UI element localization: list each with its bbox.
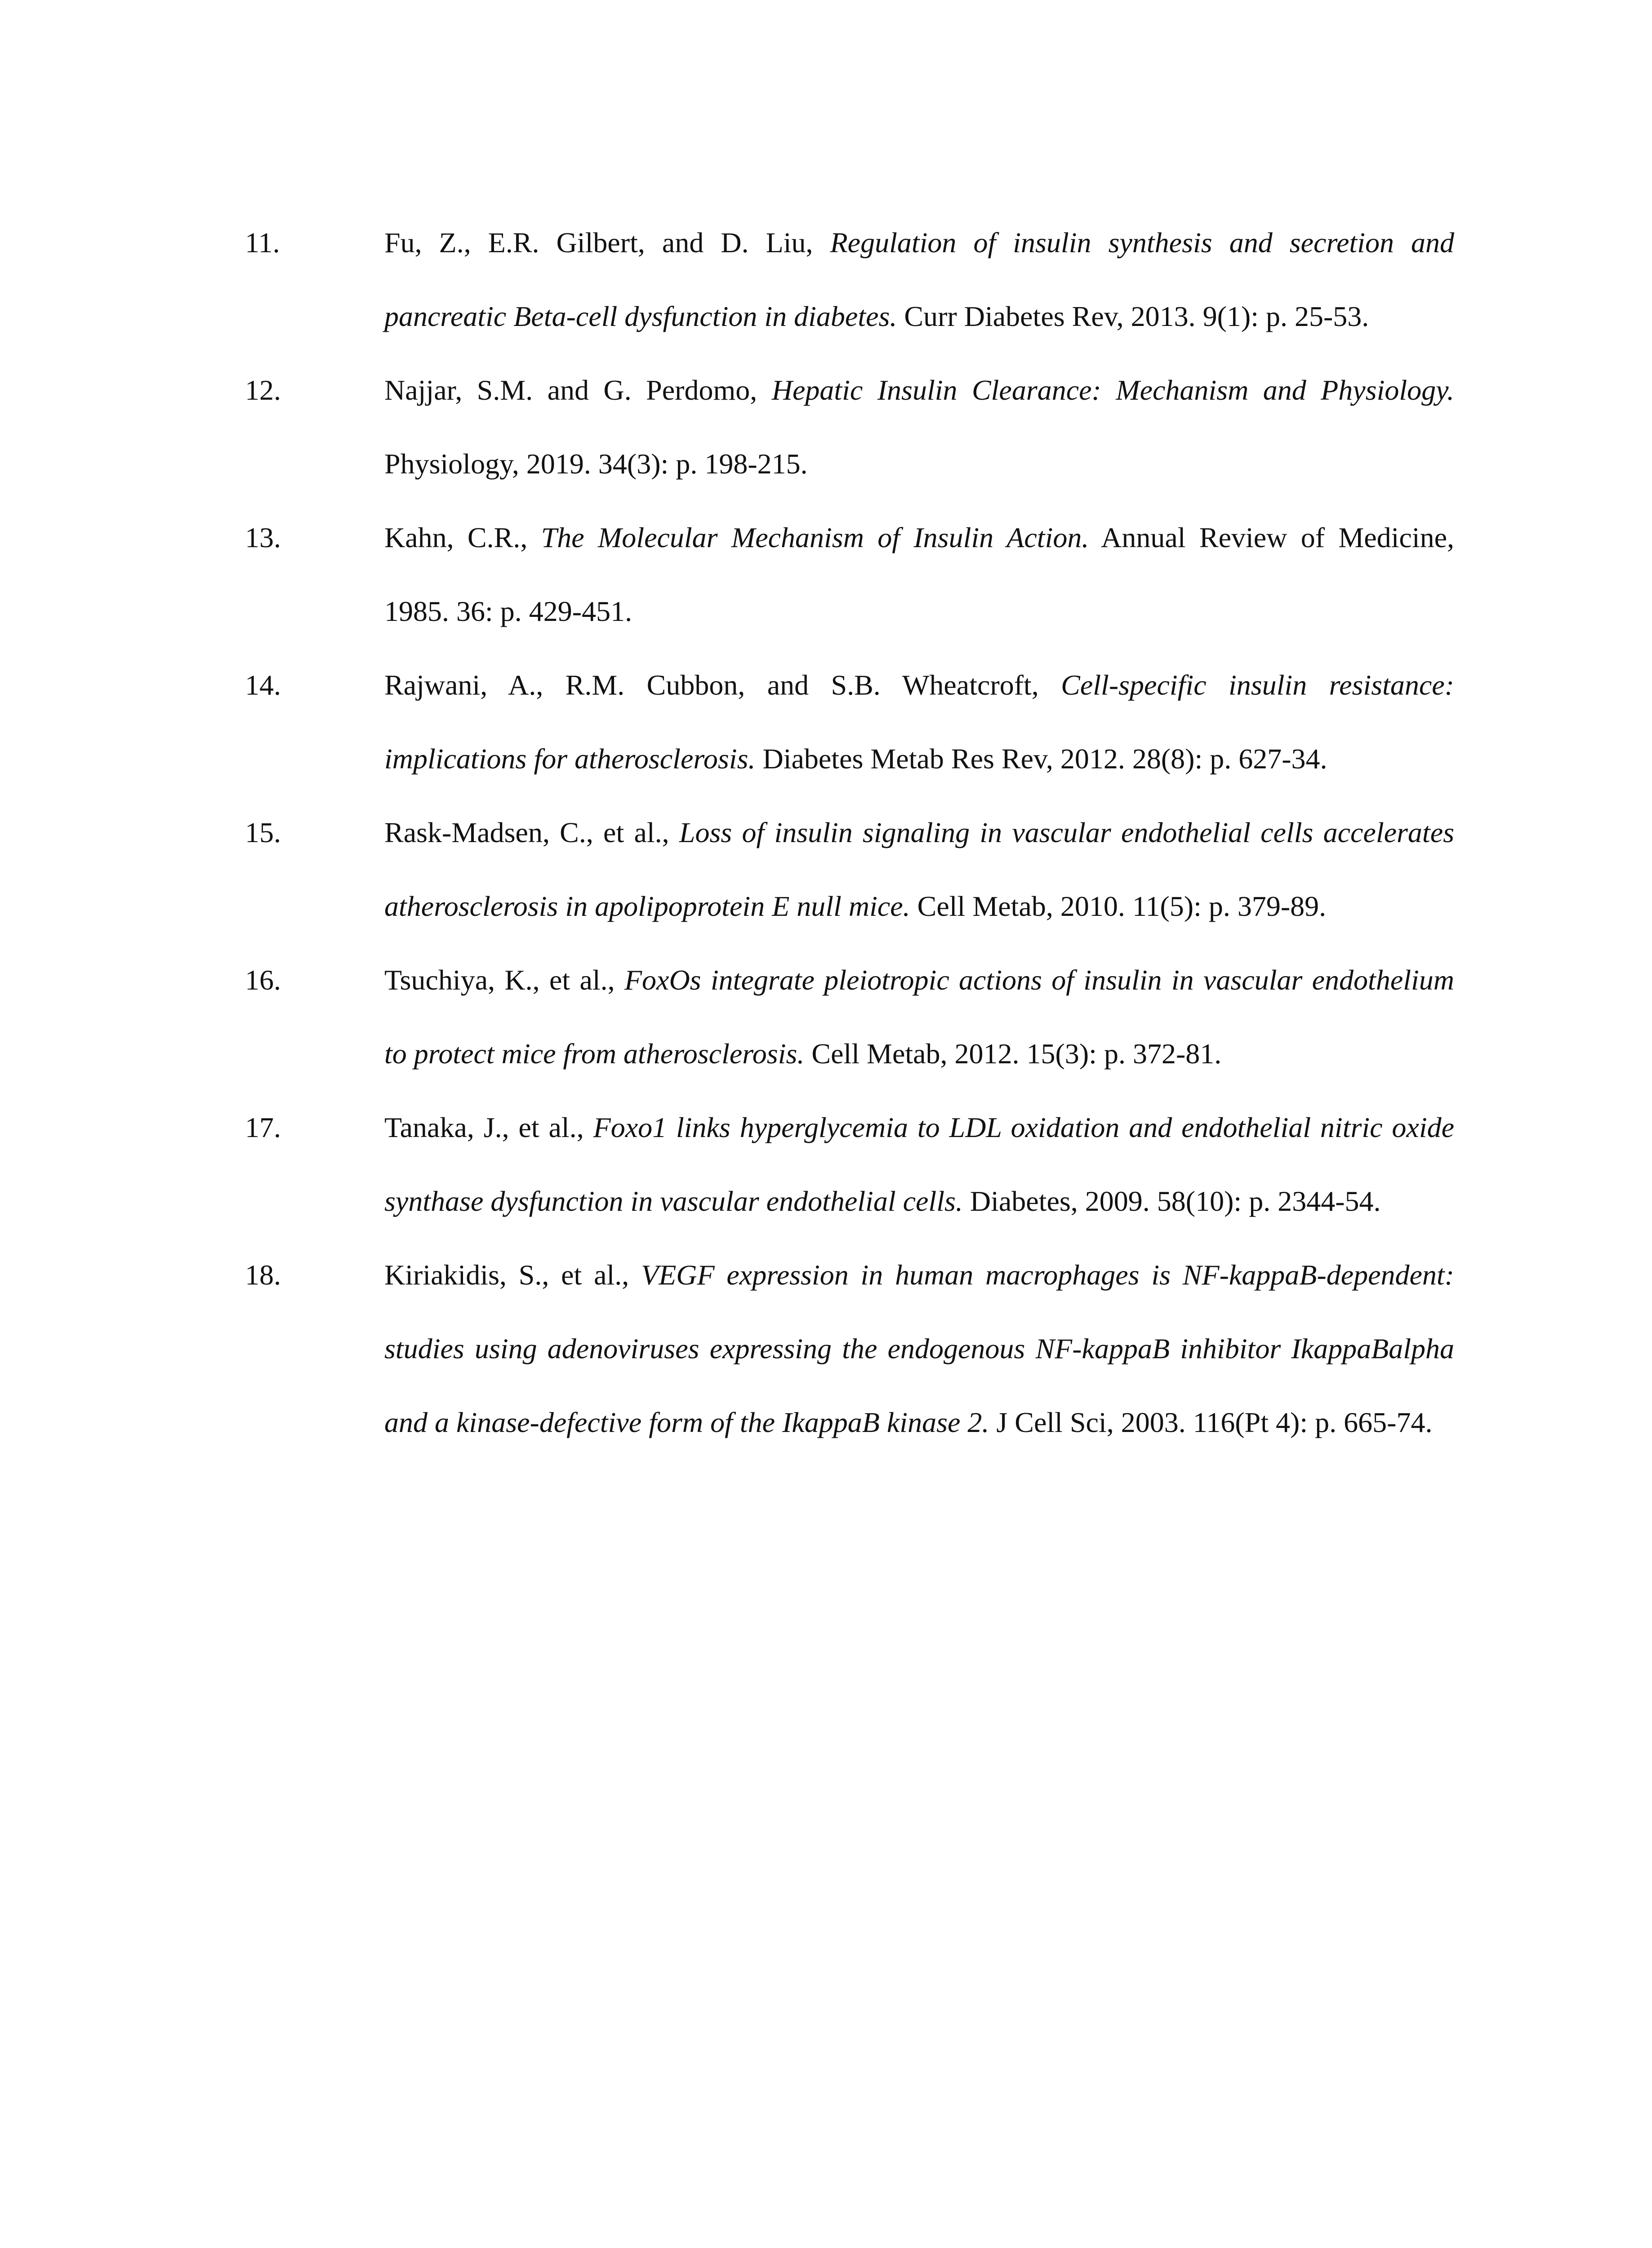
reference-item xyxy=(245,1091,1454,1238)
reference-number: 15. xyxy=(245,816,281,848)
reference-number: 18. xyxy=(245,1259,281,1291)
reference-authors: Kiriakidis, S., et al., xyxy=(384,1259,629,1291)
reference-authors: Kahn, C.R., xyxy=(384,522,528,553)
reference-item xyxy=(245,943,1454,1091)
reference-authors: Najjar, S.M. and G. Perdomo, xyxy=(384,374,757,406)
reference-text xyxy=(384,501,1454,648)
reference-title: Regulation of insulin synthesis and secretion and pancreatic Beta-cell dysfunction in diabetes. xyxy=(384,227,1455,332)
reference-title: Foxo1 links hyperglycemia to LDL oxidation and endothelial nitric oxide synthase dysfunction in vascular endothelial cells. xyxy=(384,1111,1455,1217)
reference-number: 12. xyxy=(245,374,281,406)
reference-item xyxy=(245,648,1454,796)
reference-item xyxy=(245,796,1454,943)
reference-text xyxy=(384,1238,1454,1459)
reference-number: 16. xyxy=(245,964,281,996)
reference-number: 13. xyxy=(245,522,281,553)
reference-source: Physiology, 2019. 34(3): p. 198-215. xyxy=(384,448,808,480)
reference-text xyxy=(384,648,1454,796)
reference-text xyxy=(384,206,1454,353)
reference-title: Hepatic Insulin Clearance: Mechanism and Physiology. xyxy=(771,374,1455,406)
reference-source: Curr Diabetes Rev, 2013. 9(1): p. 25-53. xyxy=(904,300,1369,332)
reference-source: Diabetes, 2009. 58(10): p. 2344-54. xyxy=(970,1185,1381,1217)
reference-title: The Molecular Mechanism of Insulin Action. xyxy=(541,522,1089,553)
reference-number: 17. xyxy=(245,1111,281,1143)
reference-authors: Tsuchiya, K., et al., xyxy=(384,964,615,996)
reference-title: Loss of insulin signaling in vascular endothelial cells accelerates atherosclerosis in apolipoprotein E null mice. xyxy=(384,816,1455,922)
reference-source: Annual Review of Medicine, 1985. 36: p. 429-451. xyxy=(384,522,1455,627)
reference-authors: Tanaka, J., et al., xyxy=(384,1111,584,1143)
reference-source: Diabetes Metab Res Rev, 2012. 28(8): p. 627-34. xyxy=(762,743,1327,775)
reference-item xyxy=(245,206,1454,353)
reference-list xyxy=(245,206,1454,1459)
reference-title: Cell-specific insulin resistance: implications for atherosclerosis. xyxy=(384,669,1455,775)
reference-source: Cell Metab, 2010. 11(5): p. 379-89. xyxy=(917,890,1327,922)
reference-authors: Rajwani, A., R.M. Cubbon, and S.B. Wheatcroft, xyxy=(384,669,1039,701)
reference-item xyxy=(245,1238,1454,1459)
reference-source: J Cell Sci, 2003. 116(Pt 4): p. 665-74. xyxy=(996,1406,1433,1438)
reference-item xyxy=(245,501,1454,648)
reference-authors: Fu, Z., E.R. Gilbert, and D. Liu, xyxy=(384,227,813,259)
reference-text xyxy=(384,1091,1454,1238)
reference-number: 14. xyxy=(245,669,281,701)
reference-title: FoxOs integrate pleiotropic actions of insulin in vascular endothelium to protect mice from atherosclerosis. xyxy=(384,964,1455,1070)
reference-text xyxy=(384,943,1454,1091)
reference-text xyxy=(384,353,1454,501)
reference-text xyxy=(384,796,1454,943)
reference-number: 11. xyxy=(245,227,280,259)
reference-title: VEGF expression in human macrophages is NF-kappaB-dependent: studies using adenoviruses expressing the endogenous NF-kappaB inhibitor IkappaBalpha and a kinase-defective form of the IkappaB kinase 2. xyxy=(384,1259,1455,1438)
reference-item xyxy=(245,353,1454,501)
reference-source: Cell Metab, 2012. 15(3): p. 372-81. xyxy=(811,1038,1222,1070)
reference-authors: Rask-Madsen, C., et al., xyxy=(384,816,669,848)
